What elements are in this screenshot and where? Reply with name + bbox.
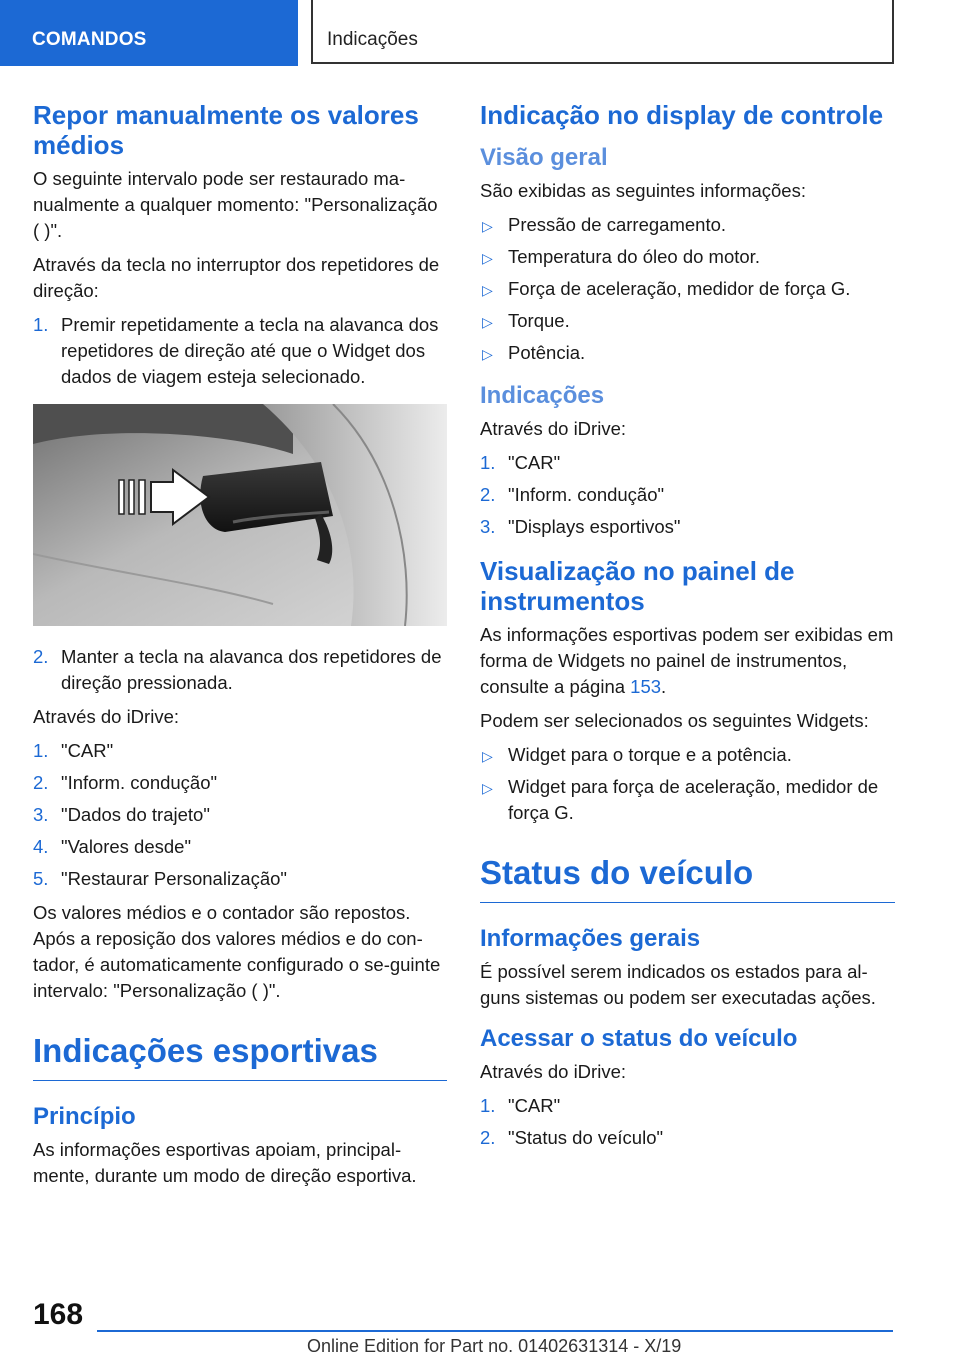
list-item bbox=[33, 834, 447, 860]
triangle-bullet-icon: ▷ bbox=[482, 314, 493, 330]
triangle-bullet-icon: ▷ bbox=[482, 780, 493, 796]
access-intro: Através do iDrive: bbox=[480, 1061, 626, 1082]
step-number: 1. bbox=[480, 452, 496, 473]
sport-heading: Indicações esportivas bbox=[33, 1032, 447, 1081]
overview-list bbox=[480, 212, 895, 366]
overview-heading: Visão geral bbox=[480, 144, 608, 171]
list-item bbox=[480, 742, 895, 768]
reset-steps-list bbox=[33, 312, 447, 390]
list-item-text: Potência. bbox=[508, 342, 586, 363]
reset-paragraph-1: O seguinte intervalo pode ser restaurado ma-nualmente a qualquer momento: "Personalização ( )". bbox=[33, 168, 438, 241]
triangle-bullet-icon: ▷ bbox=[482, 282, 493, 298]
cluster-paragraph-1 bbox=[480, 622, 895, 700]
list-item-text: Torque. bbox=[508, 310, 570, 331]
list-item bbox=[480, 1125, 895, 1151]
cluster-paragraph-2: Podem ser selecionados os seguintes Widgets: bbox=[480, 710, 869, 731]
step-number: 2. bbox=[33, 646, 49, 667]
triangle-bullet-icon: ▷ bbox=[482, 346, 493, 362]
list-item-text: Widget para força de aceleração, medidor de força G. bbox=[508, 776, 879, 823]
list-item-text: Força de aceleração, medidor de força G. bbox=[508, 278, 851, 299]
step-number: 3. bbox=[33, 804, 49, 825]
principle-heading: Princípio bbox=[33, 1103, 136, 1130]
chapter-label: Indicações bbox=[327, 29, 418, 50]
left-column bbox=[33, 100, 447, 1197]
section-label: COMANDOS bbox=[32, 29, 147, 50]
display-heading: Indicação no display de controle bbox=[480, 100, 884, 130]
reset-paragraph-2: Através da tecla no interruptor dos repetidores de direção: bbox=[33, 254, 440, 301]
step-number: 1. bbox=[480, 1095, 496, 1116]
access-heading: Acessar o status do veículo bbox=[480, 1025, 798, 1052]
step-text: "Valores desde" bbox=[61, 836, 192, 857]
turn-signal-lever-photo bbox=[33, 404, 447, 626]
list-item-text: Widget para o torque e a potência. bbox=[508, 744, 792, 765]
general-heading: Informações gerais bbox=[480, 925, 701, 952]
widget-list bbox=[480, 742, 895, 826]
list-item bbox=[480, 450, 895, 476]
step-text: "Inform. condução" bbox=[508, 484, 665, 505]
list-item bbox=[33, 738, 447, 764]
indications-menu-list bbox=[480, 450, 895, 540]
step-text: "Inform. condução" bbox=[61, 772, 218, 793]
step-text: "CAR" bbox=[508, 452, 561, 473]
list-item bbox=[33, 802, 447, 828]
section-tab bbox=[0, 0, 298, 66]
step-number: 5. bbox=[33, 868, 49, 889]
cluster-text-end: . bbox=[661, 676, 667, 697]
list-item bbox=[33, 312, 447, 390]
step-text: "Displays esportivos" bbox=[508, 516, 681, 537]
page-link[interactable]: 153 bbox=[630, 676, 662, 697]
step-number: 2. bbox=[480, 1127, 496, 1148]
edition-text: Online Edition for Part no. 01402631314 - X/19 bbox=[307, 1336, 682, 1356]
page-number: 168 bbox=[33, 1298, 84, 1331]
access-menu-list bbox=[480, 1093, 895, 1151]
step-text: Premir repetidamente a tecla na alavanca dos repetidores de direção até que o Widget dos dados de viagem esteja selecionado. bbox=[61, 314, 439, 387]
right-column bbox=[480, 100, 895, 1159]
list-item bbox=[480, 774, 895, 826]
idrive-intro: Através do iDrive: bbox=[33, 706, 179, 727]
idrive-menu-list bbox=[33, 738, 447, 892]
reset-steps-list-cont bbox=[33, 644, 447, 696]
list-item bbox=[480, 244, 895, 270]
step-text: "Dados do trajeto" bbox=[61, 804, 210, 825]
list-item-text: Temperatura do óleo do motor. bbox=[508, 246, 760, 267]
list-item bbox=[480, 276, 895, 302]
chapter-tab bbox=[311, 0, 894, 64]
triangle-bullet-icon: ▷ bbox=[482, 218, 493, 234]
step-text: "CAR" bbox=[61, 740, 114, 761]
cluster-heading: Visualização no painel de instrumentos bbox=[480, 556, 795, 616]
step-number: 1. bbox=[33, 314, 49, 335]
triangle-bullet-icon: ▷ bbox=[482, 748, 493, 764]
principle-text: As informações esportivas apoiam, principal-mente, durante um modo de direção esportiva. bbox=[33, 1139, 417, 1186]
indications-intro: Através do iDrive: bbox=[480, 418, 626, 439]
step-number: 3. bbox=[480, 516, 496, 537]
list-item bbox=[33, 866, 447, 892]
step-number: 2. bbox=[480, 484, 496, 505]
list-item bbox=[480, 1093, 895, 1119]
step-text: Manter a tecla na alavanca dos repetidores de direção pressionada. bbox=[61, 646, 442, 693]
list-item bbox=[480, 212, 895, 238]
list-item bbox=[480, 514, 895, 540]
list-item bbox=[480, 308, 895, 334]
indications-heading: Indicações bbox=[480, 382, 605, 409]
step-text: "CAR" bbox=[508, 1095, 561, 1116]
overview-text: São exibidas as seguintes informações: bbox=[480, 180, 806, 201]
list-item-text: Pressão de carregamento. bbox=[508, 214, 727, 235]
status-heading: Status do veículo bbox=[480, 854, 895, 903]
cluster-text: As informações esportivas podem ser exibidas em forma de Widgets no painel de instrumentos, consulte a página bbox=[480, 624, 894, 697]
list-item bbox=[480, 482, 895, 508]
footer-divider bbox=[97, 1330, 893, 1332]
general-text: É possível serem indicados os estados para al-guns sistemas ou podem ser executadas ações. bbox=[480, 961, 876, 1008]
list-item bbox=[480, 340, 895, 366]
reset-paragraph-3: Os valores médios e o contador são repostos. Após a reposição dos valores médios e do con-tador, é automaticamente configurado o se-guinte intervalo: "Personalização ( )". bbox=[33, 902, 441, 1001]
step-number: 2. bbox=[33, 772, 49, 793]
list-item bbox=[33, 770, 447, 796]
step-text: "Restaurar Personalização" bbox=[61, 868, 287, 889]
step-text: "Status do veículo" bbox=[508, 1127, 664, 1148]
list-item bbox=[33, 644, 447, 696]
reset-heading: Repor manualmente os valores médios bbox=[33, 100, 419, 160]
step-number: 1. bbox=[33, 740, 49, 761]
step-number: 4. bbox=[33, 836, 49, 857]
triangle-bullet-icon: ▷ bbox=[482, 250, 493, 266]
